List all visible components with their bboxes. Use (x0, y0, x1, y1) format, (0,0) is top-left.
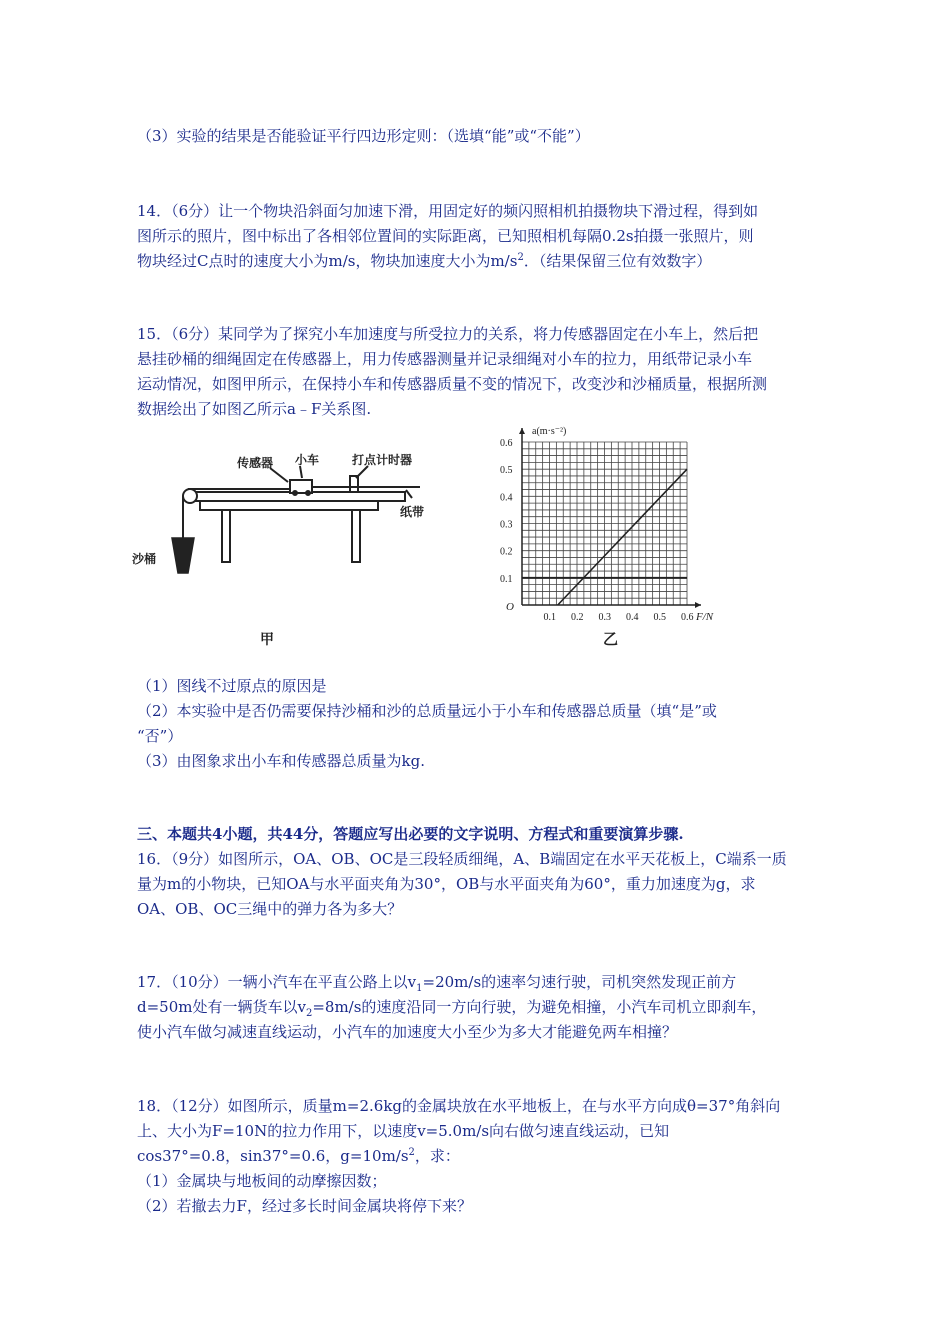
q16-line1: 16．（9分）如图所示，OA、OB、OC是三段轻质细绳，A、B端固定在水平天花板上，C端系一质 (137, 850, 787, 868)
x-tick-label: 0.3 (598, 612, 611, 623)
q14-line3-a: 物块经过C点时的速度大小为m/s，物块加速度大小为m/s (137, 252, 518, 270)
q18-line2: 上、大小为F=10N的拉力作用下，以速度v=5.0m/s向右做匀速直线运动，已知 (137, 1122, 670, 1140)
q18-line3-a: cos37°=0.8，sin37°=0.6，g=10m/s (137, 1147, 409, 1165)
label-cart: 小车 (295, 453, 320, 467)
q18-line3 (137, 1144, 817, 1169)
label-bucket: 沙桶 (132, 552, 157, 566)
cart-wheel (306, 491, 310, 495)
caption-a: 甲 (260, 633, 274, 648)
table-leg-left (222, 510, 230, 562)
q14-line3-b: ．（结果保留三位有效数字） (523, 252, 712, 270)
y-tick-label: 0.6 (500, 438, 513, 449)
y-tick-label: 0.3 (500, 519, 513, 531)
q14-line1: 14．（6分）让一个物块沿斜面匀加速下滑，用固定好的频闪照相机拍摄物块下滑过程，得到如 (137, 202, 759, 220)
label-timer: 打点计时器 (352, 453, 413, 467)
label-sensor: 传感器 (237, 456, 274, 470)
y-tick-label: 0.2 (500, 546, 513, 558)
section3-heading: 三、本题共4小题，共44分，答题应写出必要的文字说明、方程式和重要演算步骤. (137, 825, 684, 843)
y-axis-arrow (519, 428, 525, 434)
q18-line3-sup: 2 (408, 1147, 415, 1158)
x-tick-label: 0.6 (681, 612, 694, 623)
q15-line3: 运动情况，如图甲所示，在保持小车和传感器质量不变的情况下，改变沙和沙桶质量，根据所测 (137, 375, 768, 393)
cart-wheel (293, 491, 297, 495)
y-tick-label: 0.1 (500, 573, 513, 585)
figure-apparatus (130, 438, 430, 653)
y-tick-label: 0.4 (500, 492, 513, 504)
chart-y-label: a(m·s⁻²) (532, 426, 567, 437)
q17-line1-a: 17．（10分）一辆小汽车在平直公路上以v (137, 973, 417, 991)
q17-line2-sub: 2 (305, 1008, 313, 1019)
q18-part2: （2）若撤去力F，经过多长时间金属块将停下来？ (137, 1197, 472, 1215)
label-line-timer (356, 466, 368, 478)
q18-line1: 18．（12分）如图所示，质量m=2.6kg的金属块放在水平地板上，在与水平方向成θ=37°角斜向 (137, 1097, 781, 1115)
q18-part1: （1）金属块与地板间的动摩擦因数； (137, 1172, 387, 1190)
caption-b: 乙 (603, 632, 619, 648)
table-top (200, 501, 378, 510)
table-leg-right (352, 510, 360, 562)
y-tick-label: 0.5 (500, 465, 513, 477)
q13-part3: （3）实验的结果是否能验证平行四边形定则：（选填“能”或“不能”） (137, 127, 590, 145)
x-tick-label: 0.4 (626, 612, 639, 623)
q15-part1: （1）图线不过原点的原因是 (137, 677, 327, 695)
q17-line1 (137, 970, 817, 995)
chart-axes (519, 428, 701, 608)
q15-part2-line1: （2）本实验中是否仍需要保持沙桶和沙的总质量远小于小车和传感器总质量（填“是”或 (137, 702, 717, 720)
label-line-sensor (270, 468, 288, 482)
q14-line3 (137, 249, 817, 274)
q17-line2-b: =8m/s的速度沿同一方向行驶，为避免相撞，小汽车司机立即刹车， (312, 998, 767, 1016)
x-tick-label: 0.1 (543, 612, 556, 623)
q17-line3: 使小汽车做匀减速直线运动，小汽车的加速度大小至少为多大才能避免两车相撞？ (137, 1023, 678, 1041)
q17-line2 (137, 995, 817, 1020)
label-line-cart (300, 466, 302, 478)
q15-line1: 15．（6分）某同学为了探究小车加速度与所受拉力的关系，将力传感器固定在小车上，然后把 (137, 325, 759, 343)
pulley (183, 489, 197, 503)
q17-line1-sub: 1 (416, 983, 423, 994)
bucket (172, 538, 194, 573)
q18-line3-b: ，求： (414, 1147, 460, 1165)
figure-a-f-chart (490, 420, 730, 655)
q15-line4: 数据绘出了如图乙所示a﹣F关系图. (137, 400, 372, 418)
q14-line2: 图所示的照片，图中标出了各相邻位置间的实际距离，已知照相机每隔0.2s拍摄一张照片，则 (137, 227, 754, 245)
x-tick-label: 0.2 (571, 612, 584, 623)
q16-line2: 量为m的小物块，已知OA与水平面夹角为30°，OB与水平面夹角为60°，重力加速度为g，求 (137, 875, 756, 893)
q17-line1-b: =20m/s的速率匀速行驶，司机突然发现正前方 (422, 973, 737, 991)
q15-part2-line2: “否”） (137, 727, 183, 745)
label-line-tape (406, 490, 412, 498)
chart-origin-label: O (506, 601, 514, 613)
q15-line2: 悬挂砂桶的细绳固定在传感器上，用力传感器测量并记录细绳对小车的拉力，用纸带记录小车 (137, 350, 753, 368)
q16-line3: OA、OB、OC三绳中的弹力各为多大？ (137, 900, 403, 918)
q17-line2-a: d=50m处有一辆货车以v (137, 998, 306, 1016)
q14-line3-sup: 2 (517, 252, 524, 263)
label-tape: 纸带 (400, 505, 425, 519)
q15-part3: （3）由图象求出小车和传感器总质量为kg. (137, 752, 426, 770)
x-tick-label: 0.5 (653, 612, 666, 623)
chart-x-label: F/N (696, 611, 714, 623)
x-axis-arrow (695, 602, 701, 608)
chart-grid (522, 442, 687, 605)
